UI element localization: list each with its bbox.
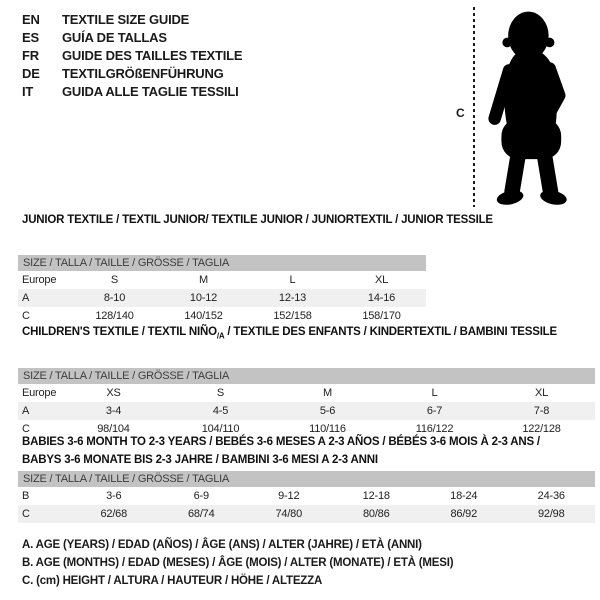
- table-cell: 10-12: [189, 292, 218, 304]
- table-cell: 12-18: [362, 490, 390, 502]
- junior-table: [18, 255, 426, 325]
- table-cell: 3-4: [105, 405, 122, 418]
- row-label: B: [22, 490, 30, 502]
- lang-label: GUÍA DE TALLAS: [62, 30, 167, 45]
- table-cell: 98/104: [97, 423, 130, 436]
- table-cell: M: [199, 274, 208, 286]
- title-text: CHILDREN'S TEXTILE / TEXTIL NIÑO: [22, 326, 217, 338]
- row-label: C: [22, 310, 30, 322]
- children-table-title: [18, 326, 595, 340]
- size-header-bar: SIZE / TALLA / TAILLE / GRÖSSE / TAGLIA: [18, 255, 426, 271]
- table-cell: 74/80: [275, 508, 303, 520]
- table-cell: 8-10: [103, 292, 126, 304]
- table-cell: 3-6: [106, 490, 122, 502]
- table-cell: XL: [374, 274, 389, 286]
- lang-row-it: [22, 83, 242, 101]
- table-cell: M: [323, 387, 332, 400]
- table-cell: 6-7: [426, 405, 443, 418]
- row-label: A: [22, 292, 30, 304]
- legend-line-c: C. (cm) HEIGHT / ALTURA / HAUTEUR / HÖHE / ALTEZZA: [22, 575, 323, 587]
- table-cell: 158/170: [362, 310, 401, 322]
- title-text: / TEXTILE DES ENFANTS / KINDERTEXTIL / BAMBINI TESSILE: [224, 326, 557, 338]
- table-cell: S: [110, 274, 119, 286]
- lang-row-fr: [22, 47, 242, 65]
- table-cell: L: [289, 274, 296, 286]
- table-cell: 12-13: [278, 292, 307, 304]
- legend-line-b: B. AGE (MONTHS) / EDAD (MESES) / ÂGE (MOIS) / ALTER (MONATE) / ETÀ (MESI): [22, 557, 454, 569]
- height-measure-label: C: [456, 106, 465, 120]
- junior-table-title: JUNIOR TEXTILE / TEXTIL JUNIOR/ TEXTILE JUNIOR / JUNIORTEXTIL / JUNIOR TESSILE: [22, 214, 493, 226]
- height-dashed-line: [473, 7, 475, 207]
- table-cell: 152/158: [273, 310, 312, 322]
- table-cell: 5-6: [319, 405, 336, 418]
- table-cell: S: [216, 387, 225, 400]
- table-cell: 4-5: [212, 405, 229, 418]
- lang-code: DE: [22, 66, 40, 81]
- lang-code: ES: [22, 30, 39, 45]
- table-cell: 110/116: [309, 423, 346, 436]
- junior-table-section: [18, 214, 493, 325]
- lang-row-de: [22, 65, 242, 83]
- table-row-europe: [18, 271, 426, 289]
- table-cell: XL: [534, 387, 549, 400]
- table-row-c: [18, 505, 595, 523]
- lang-code: EN: [22, 12, 40, 27]
- table-cell: 18-24: [450, 490, 478, 502]
- table-row-a: [18, 289, 426, 307]
- children-table: [18, 368, 595, 438]
- row-label: C: [22, 508, 30, 520]
- size-header-bar: SIZE / TALLA / TAILLE / GRÖSSE / TAGLIA: [18, 368, 595, 384]
- table-cell: 104/110: [201, 423, 240, 436]
- table-cell: XS: [106, 387, 121, 400]
- lang-code: FR: [22, 48, 39, 63]
- lang-row-en: [22, 11, 242, 29]
- babies-table-title-line2: BABYS 3-6 MONATE BIS 2-3 JAHRE / BAMBINI 3-6 MESI A 2-3 ANNI: [22, 454, 378, 466]
- table-cell: 7-8: [533, 405, 550, 418]
- size-header-bar: SIZE / TALLA / TAILLE / GRÖSSE / TAGLIA: [18, 471, 595, 487]
- row-label: Europe: [22, 274, 57, 286]
- children-table-section: [18, 326, 595, 438]
- babies-table: [18, 471, 595, 523]
- lang-label: GUIDA ALLE TAGLIE TESSILI: [62, 84, 239, 99]
- lang-label: TEXTILGRÖßENFÜHRUNG: [62, 66, 224, 81]
- table-cell: 6-9: [193, 490, 209, 502]
- measure-legend: [22, 536, 453, 590]
- lang-row-es: [22, 29, 242, 47]
- table-cell: 92/98: [537, 508, 565, 520]
- table-cell: 80/86: [362, 508, 390, 520]
- babies-table-section: [18, 433, 595, 523]
- table-cell: 24-36: [537, 490, 565, 502]
- table-cell: 122/128: [522, 423, 561, 436]
- table-cell: 68/74: [187, 508, 215, 520]
- legend-line-a: A. AGE (YEARS) / EDAD (AÑOS) / ÂGE (ANS) / ALTER (JAHRE) / ETÀ (ANNI): [22, 539, 422, 551]
- baby-figure: [452, 4, 598, 216]
- lang-label: GUIDE DES TAILLES TEXTILE: [62, 48, 243, 63]
- table-cell: 62/68: [100, 508, 128, 520]
- row-label: Europe: [22, 387, 57, 400]
- language-guide: [22, 11, 242, 101]
- table-row-b: [18, 487, 595, 505]
- baby-silhouette-icon: [486, 4, 592, 212]
- table-cell: 128/140: [95, 310, 134, 322]
- table-cell: 116/122: [415, 423, 454, 436]
- table-cell: L: [431, 387, 438, 400]
- row-label: C: [22, 423, 30, 436]
- table-row-c: [18, 307, 426, 325]
- babies-table-title-line1: BABIES 3-6 MONTH TO 2-3 YEARS / BEBÉS 3-6 MESES A 2-3 AÑOS / BÉBÉS 3-6 MOIS À 2-3 ANS /: [22, 436, 540, 448]
- row-label: A: [22, 405, 30, 418]
- table-row-europe: [18, 384, 595, 402]
- table-cell: 140/152: [184, 310, 223, 322]
- lang-code: IT: [22, 84, 34, 99]
- table-cell: 9-12: [278, 490, 300, 502]
- table-cell: 86/92: [450, 508, 478, 520]
- table-row-a: [18, 402, 595, 420]
- title-subscript: /A: [216, 331, 225, 341]
- table-cell: 14-16: [367, 292, 396, 304]
- lang-label: TEXTILE SIZE GUIDE: [62, 12, 190, 27]
